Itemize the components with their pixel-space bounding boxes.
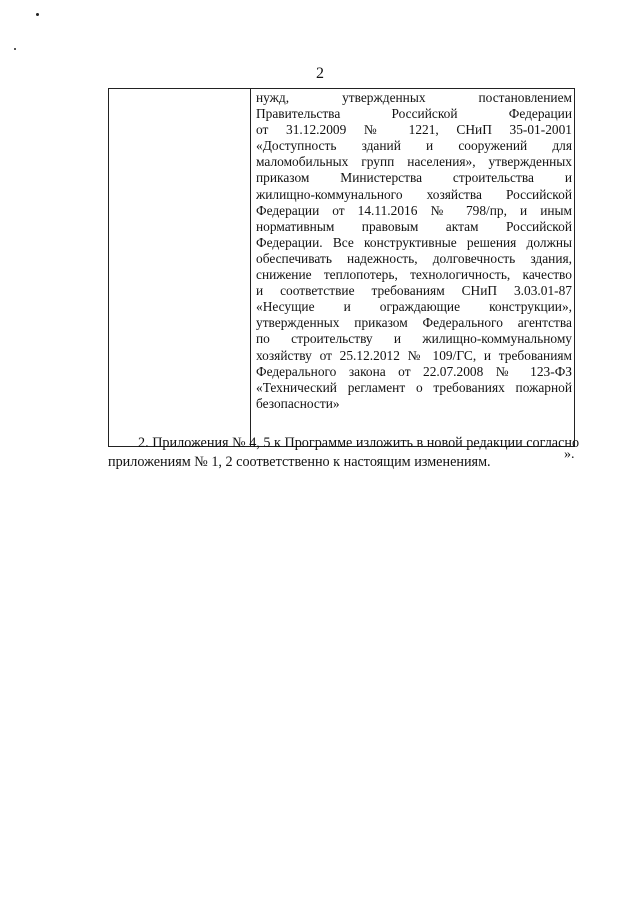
table-text-line: Федерального закона от 22.07.2008 № 123-ФЗ bbox=[256, 363, 572, 379]
table-text-line: снижение теплопотерь, технологичность, качество bbox=[256, 267, 572, 283]
table-text-line: утвержденных приказом Федерального агентства bbox=[256, 315, 572, 331]
table-text-line: Правительства Российской Федерации bbox=[256, 106, 572, 122]
scan-speck bbox=[36, 13, 39, 16]
table-text-line: маломобильных групп населения», утвержденных bbox=[256, 154, 572, 170]
table-text-line: нужд, утвержденных постановлением bbox=[256, 90, 572, 105]
table-text-line: по строительству и жилищно-коммунальному bbox=[256, 331, 572, 347]
table-text-line: Федерации от 14.11.2016 № 798/пр, и иным bbox=[256, 202, 572, 218]
table-text-line: от 31.12.2009 № 1221, СНиП 35-01-2001 bbox=[256, 122, 572, 138]
table-text-line: безопасности» bbox=[256, 395, 340, 411]
table-text-line: «Доступность зданий и сооружений для bbox=[256, 138, 572, 154]
table-text-line: и соответствие требованиям СНиП 3.03.01-87 bbox=[256, 283, 572, 299]
scan-speck bbox=[14, 48, 16, 50]
page-number: 2 bbox=[316, 65, 324, 82]
closing-quote: ». bbox=[564, 447, 575, 462]
table-text-line: нормативным правовым актам Российской bbox=[256, 218, 572, 234]
table-text-line: «Технический регламент о требованиях пожарной bbox=[256, 379, 572, 395]
paragraph-line: 2. Приложения № 4, 5 к Программе изложить в новой редакции согласно bbox=[138, 435, 580, 451]
table-text-line: обеспечивать надежность, долговечность здания, bbox=[256, 250, 572, 266]
table-text-line: хозяйству от 25.12.2012 № 109/ГС, и требованиям bbox=[256, 347, 572, 363]
paragraph-line: приложениям № 1, 2 соответственно к настоящим изменениям. bbox=[108, 454, 491, 470]
table-text-line: «Несущие и ограждающие конструкции», bbox=[256, 299, 572, 315]
table-text-line: Федерации. Все конструктивные решения должны bbox=[256, 234, 572, 250]
table-right-cell bbox=[256, 90, 572, 412]
table-text-line: жилищно-коммунального хозяйства Российской bbox=[256, 186, 572, 202]
table-text-line: приказом Министерства строительства и bbox=[256, 170, 572, 186]
document-table bbox=[108, 88, 575, 447]
table-left-cell bbox=[109, 89, 251, 446]
